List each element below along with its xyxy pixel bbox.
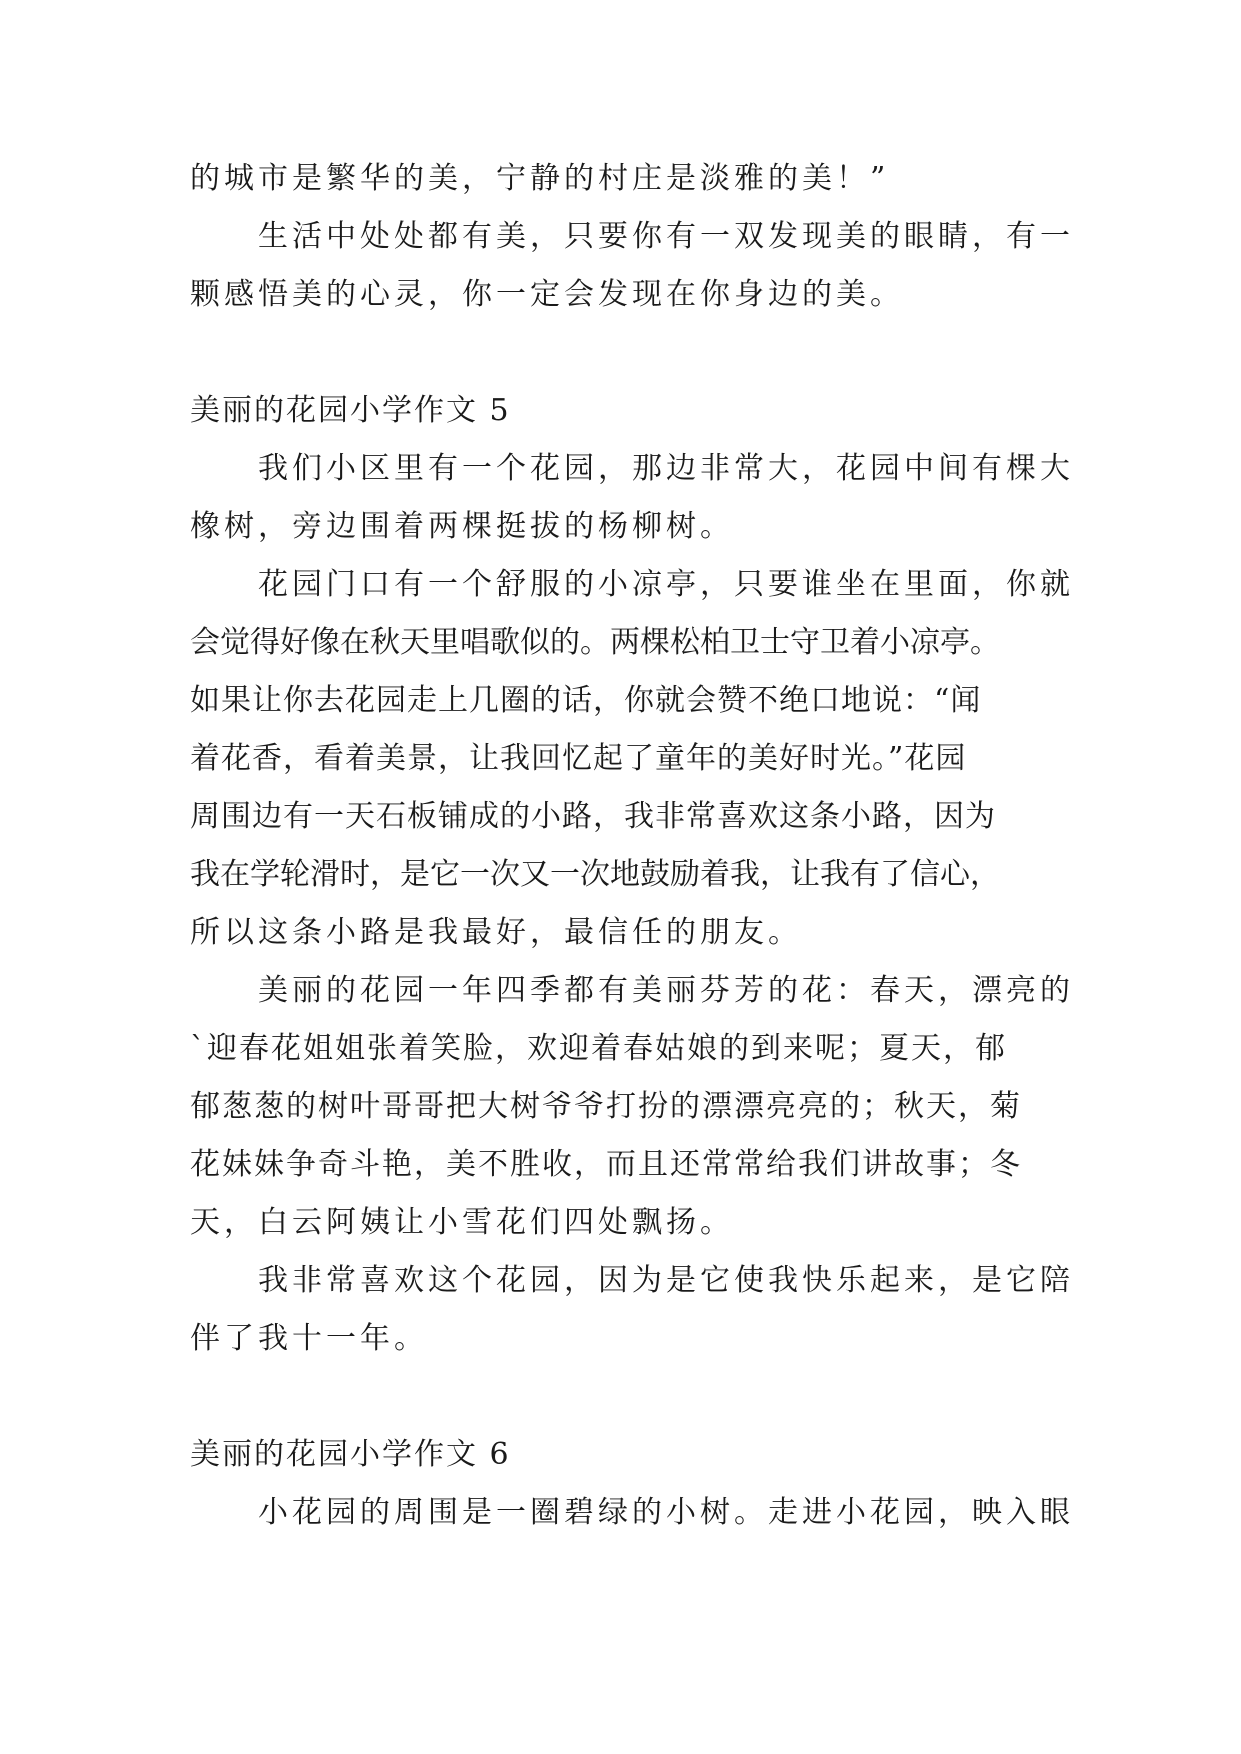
text-line: 花妹妹争奇斗艳，美不胜收，而且还常常给我们讲故事；冬 — [190, 1147, 1022, 1182]
text-line: 我非常喜欢这个花园，因为是它使我快乐起来，是它陪 — [258, 1263, 1074, 1298]
text-line: 会觉得好像在秋天里唱歌似的。两棵松柏卫士守卫着小凉亭。 — [190, 625, 1000, 660]
essay-title-5: 美丽的花园小学作文 5 — [190, 393, 511, 428]
text-line: 天，白云阿姨让小雪花们四处飘扬。 — [190, 1205, 734, 1240]
text-line: 着花香，看着美景，让我回忆起了童年的美好时光。”花园 — [190, 741, 967, 776]
text-line: 花园门口有一个舒服的小凉亭，只要谁坐在里面，你就 — [258, 567, 1074, 602]
document-page — [190, 150, 1074, 1542]
section-gap — [190, 324, 1060, 382]
text-line: 周围边有一天石板铺成的小路，我非常喜欢这条小路，因为 — [190, 799, 996, 834]
text-line: 小花园的周围是一圈碧绿的小树。走进小花园，映入眼 — [258, 1495, 1074, 1530]
text-line: 美丽的花园一年四季都有美丽芬芳的花：春天，漂亮的 — [258, 973, 1074, 1008]
text-line: 生活中处处都有美，只要你有一双发现美的眼睛，有一 — [258, 219, 1074, 254]
text-line: `迎春花姐姐张着笑脸，欢迎着春姑娘的到来呢；夏天，郁 — [190, 1031, 1007, 1066]
text-line: 我在学轮滑时，是它一次又一次地鼓励着我，让我有了信心， — [190, 857, 1000, 892]
essay-title-6: 美丽的花园小学作文 6 — [190, 1437, 511, 1472]
text-line: 如果让你去花园走上几圈的话，你就会赞不绝口地说：“闻 — [190, 683, 982, 718]
section-gap — [190, 1368, 1060, 1426]
text-line: 伴了我十一年。 — [190, 1321, 428, 1356]
text-line: 的城市是繁华的美，宁静的村庄是淡雅的美！” — [190, 161, 890, 196]
text-line: 所以这条小路是我最好，最信任的朋友。 — [190, 915, 802, 950]
text-line: 郁葱葱的树叶哥哥把大树爷爷打扮的漂漂亮亮的；秋天，菊 — [190, 1089, 1022, 1124]
text-line: 橡树，旁边围着两棵挺拔的杨柳树。 — [190, 509, 734, 544]
text-line: 我们小区里有一个花园，那边非常大，花园中间有棵大 — [258, 451, 1074, 486]
text-line: 颗感悟美的心灵，你一定会发现在你身边的美。 — [190, 277, 904, 312]
